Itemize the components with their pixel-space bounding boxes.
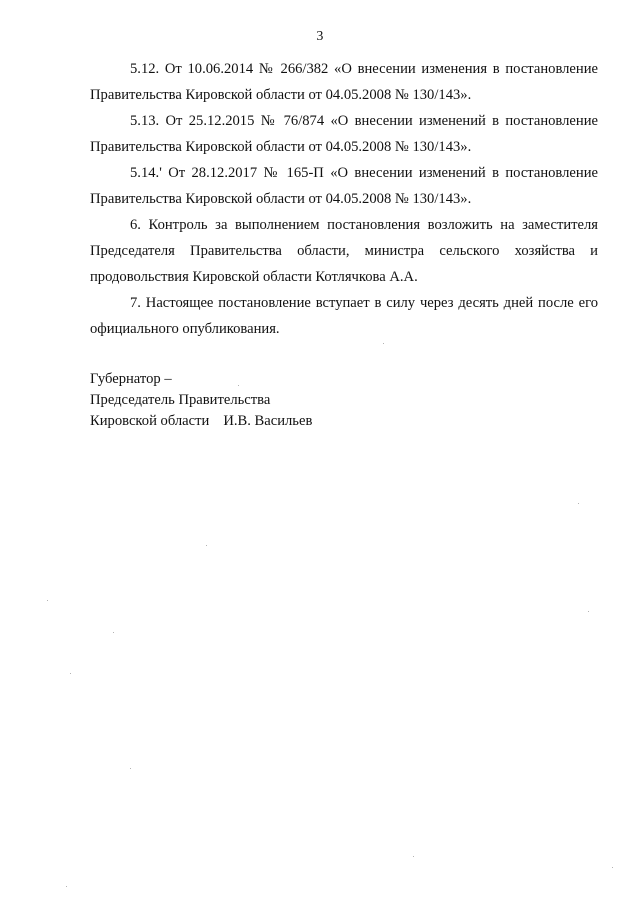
paragraph-line: Председателя Правительства области, министра сельского хозяйства и xyxy=(90,243,598,259)
scan-speck xyxy=(47,600,48,601)
paragraph-line: официального опубликования. xyxy=(90,321,280,337)
document-body xyxy=(90,56,598,342)
paragraph-line: Правительства Кировской области от 04.05.2008 № 130/143». xyxy=(90,139,472,155)
paragraph-line: продовольствия Кировской области Котлячкова А.А. xyxy=(90,269,418,285)
scan-speck xyxy=(578,503,579,504)
paragraph-6 xyxy=(90,212,598,290)
signature-title-line xyxy=(90,411,312,432)
paragraph-7 xyxy=(90,290,598,342)
paragraph-line: 5.12. От 10.06.2014 № 266/382 «О внесении изменения в постановление xyxy=(130,61,598,77)
paragraph-5-14 xyxy=(90,160,598,212)
paragraph-line: 5.13. От 25.12.2015 № 76/874 «О внесении изменений в постановление xyxy=(130,113,598,129)
signature-block xyxy=(90,369,312,432)
scan-speck xyxy=(383,343,384,344)
scan-speck xyxy=(66,886,67,887)
signature-title-line: Губернатор – xyxy=(90,371,172,387)
scan-speck xyxy=(413,856,414,857)
paragraph-5-12 xyxy=(90,56,598,108)
page-number: 3 xyxy=(316,29,324,44)
signature-title-line: Председатель Правительства xyxy=(90,392,271,408)
scan-speck xyxy=(206,545,207,546)
scan-speck xyxy=(130,768,131,769)
paragraph-line: Правительства Кировской области от 04.05.2008 № 130/143». xyxy=(90,191,472,207)
paragraph-line: Правительства Кировской области от 04.05.2008 № 130/143». xyxy=(90,87,472,103)
scan-speck xyxy=(113,632,114,633)
paragraph-line: 5.14.' От 28.12.2017 № 165-П «О внесении изменений в постановление xyxy=(130,165,598,181)
scan-speck xyxy=(238,385,239,386)
signature-region: Кировской области xyxy=(90,413,210,429)
paragraph-line: 7. Настоящее постановление вступает в силу через десять дней после его xyxy=(130,295,598,311)
scan-speck xyxy=(70,673,71,674)
paragraph-line: 6. Контроль за выполнением постановления возложить на заместителя xyxy=(130,217,598,233)
paragraph-5-13 xyxy=(90,108,598,160)
scan-speck xyxy=(588,611,589,612)
signatory-name: И.В. Васильев xyxy=(223,413,313,429)
scan-speck xyxy=(612,867,613,868)
